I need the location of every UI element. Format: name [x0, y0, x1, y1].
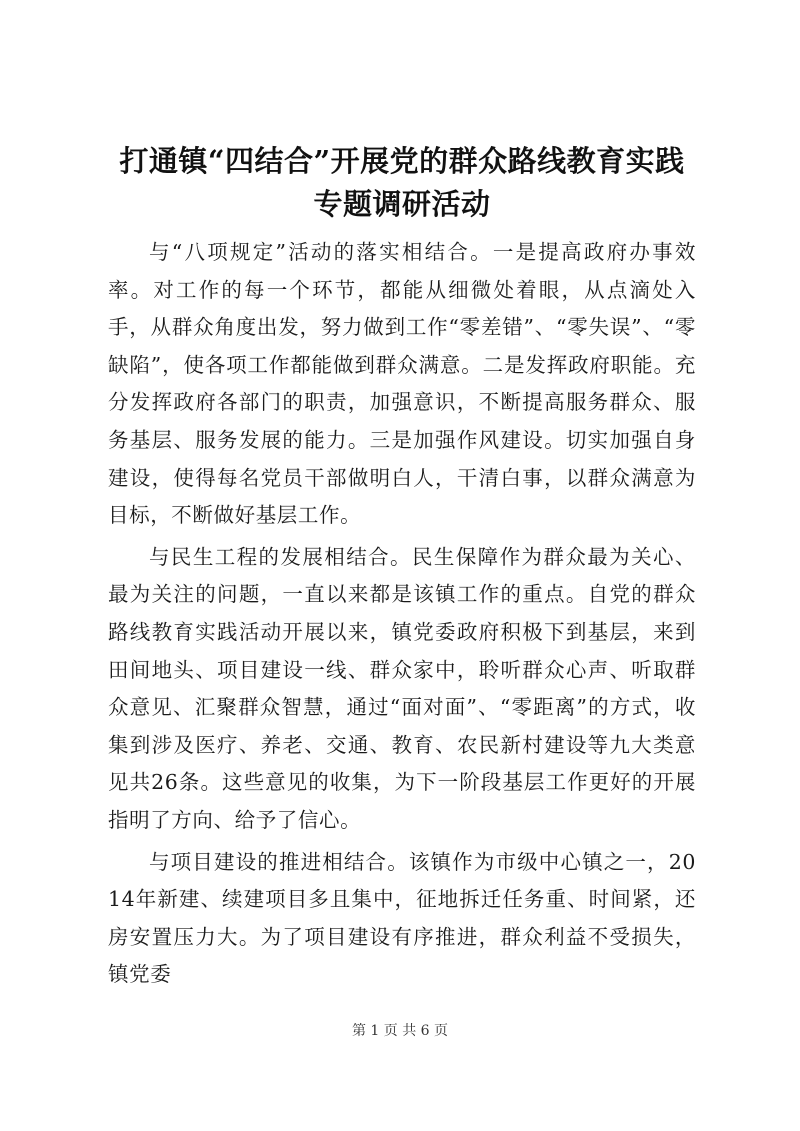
- document-page: [108, 140, 696, 998]
- document-body: [108, 234, 696, 994]
- document-title: [108, 140, 696, 226]
- title-line-1: 打通镇“四结合”开展党的群众路线教育实践: [119, 144, 685, 178]
- paragraph-2: 与民生工程的发展相结合。民生保障作为群众最为关心、最为关注的问题，一直以来都是该镇工作的重点。自党的群众路线教育实践活动开展以来，镇党委政府积极下到基层，来到田间地头、项目建设一线、群众家中，聆听群众心声、听取群众意见、汇聚群众智慧，通过“面对面”、“零距离”的方式，收集到涉及医疗、养老、交通、教育、农民新村建设等九大类意见共26条。这些意见的收集，为下一阶段基层工作更好的开展指明了方向、给予了信心。: [108, 544, 696, 832]
- page-footer: 第 1 页 共 6 页: [351, 1023, 449, 1039]
- paragraph-3: 与项目建设的推进相结合。该镇作为市级中心镇之一，2014年新建、续建项目多且集中，征地拆迁任务重、时间紧，还房安置压力大。为了项目建设有序推进，群众利益不受损失，镇党委: [108, 849, 696, 987]
- paragraph-1: 与“八项规定”活动的落实相结合。一是提高政府办事效率。对工作的每一个环节，都能从细微处着眼，从点滴处入手，从群众角度出发，努力做到工作“零差错”、“零失误”、“零缺陷”，使各项工作都能做到群众满意。二是发挥政府职能。充分发挥政府各部门的职责，加强意识，不断提高服务群众、服务基层、服务发展的能力。三是加强作风建设。切实加强自身建设，使得每名党员干部做明白人，干清白事，以群众满意为目标，不断做好基层工作。: [108, 240, 696, 528]
- title-line-2: 专题调研活动: [313, 187, 491, 221]
